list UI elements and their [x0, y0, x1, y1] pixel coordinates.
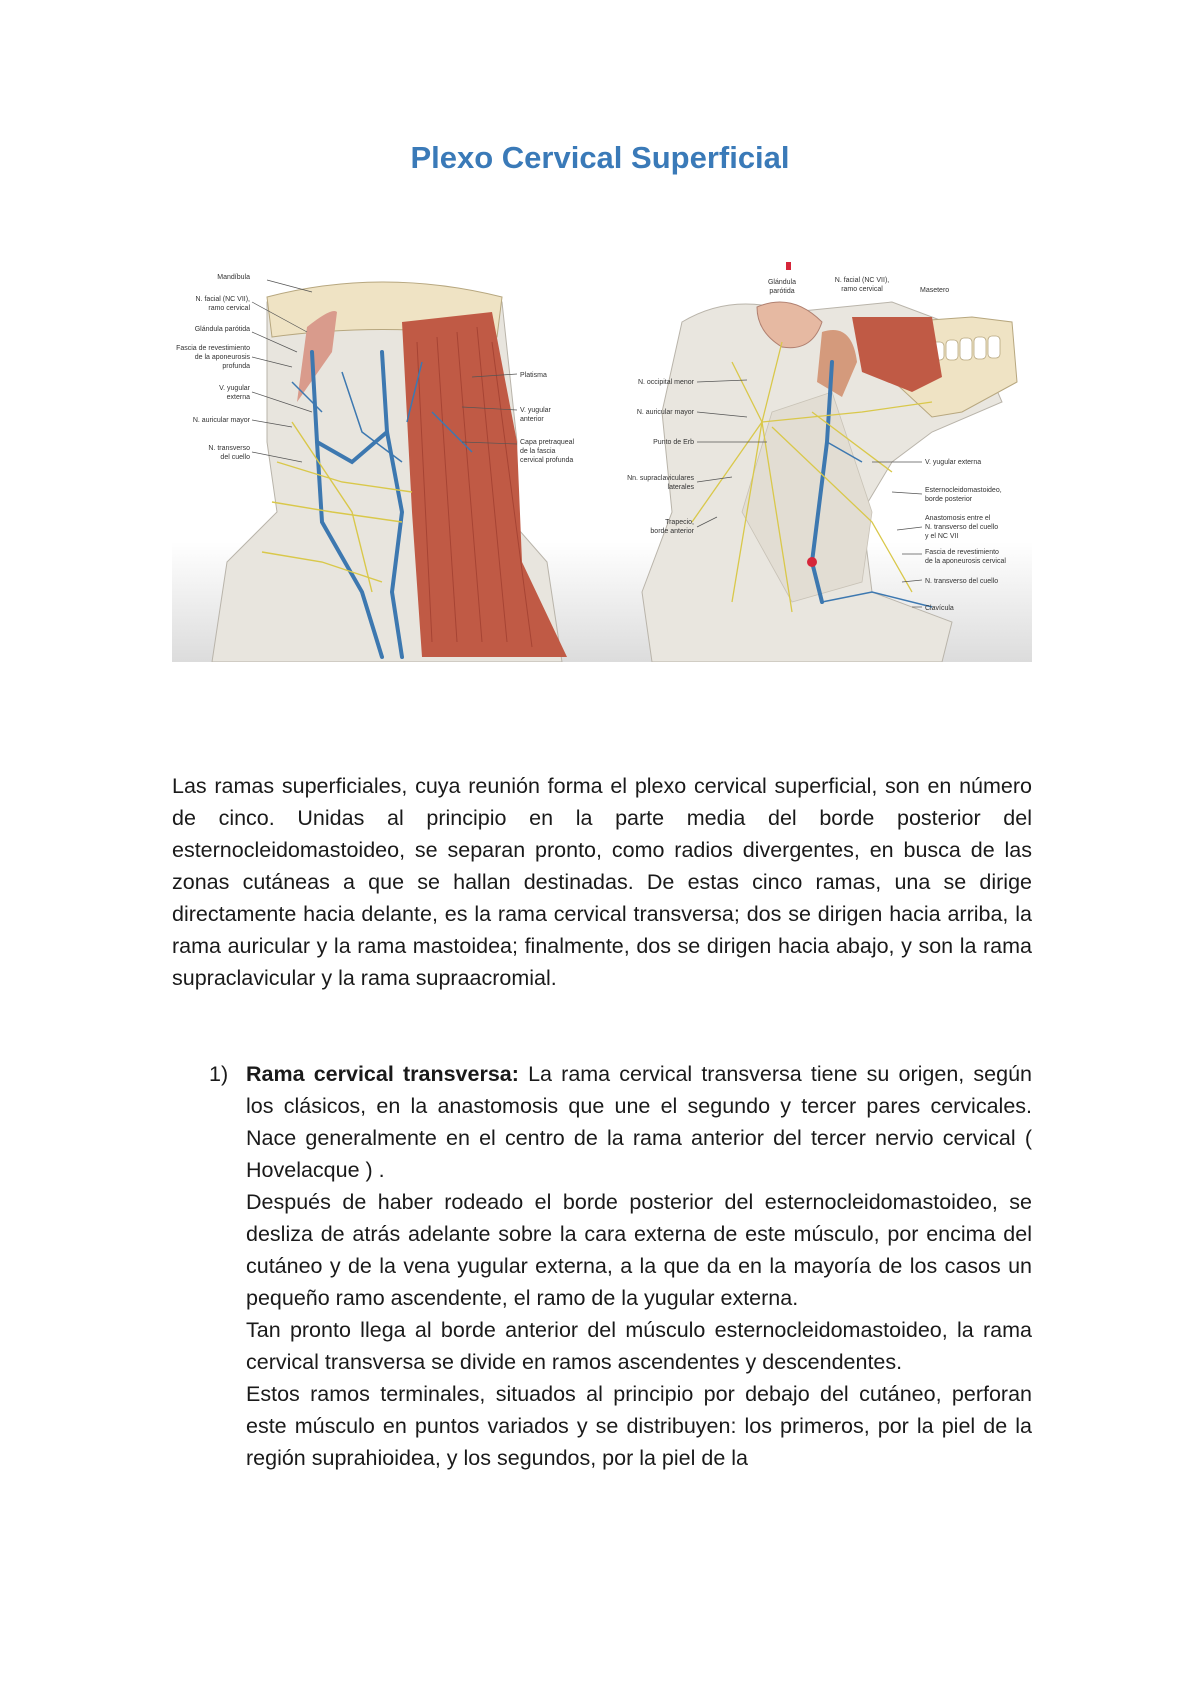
label-r-facial: N. facial (NC VII), — [834, 277, 890, 284]
label-masseter: Masetero — [920, 287, 950, 294]
label-platysma: Platisma — [520, 372, 547, 379]
list-item-paragraph: Tan pronto llega al borde anterior del músculo esternocleidomastoideo, la rama cervical transversa se divide en ramos ascendentes y descendentes. — [246, 1318, 1032, 1374]
anterior-neck-view — [176, 274, 574, 662]
intro-paragraph: Las ramas superficiales, cuya reunión forma el plexo cervical superficial, son en número de cinco. Unidas al principio en la parte media del borde posterior del esternocleidomastoideo, se separan pronto, como radios divergentes, en busca de las zonas cutáneas a que se hallan destinadas. De estas cinco ramas, una se dirige directamente hacia delante, es la rama cervical transversa; dos se dirigen hacia arriba, la rama auricular y la rama mastoidea; finalmente, dos se dirigen hacia abajo, y son la rama supraclavicular y la rama supraacromial. — [172, 774, 1032, 990]
label-supraclavicular-2: laterales — [667, 484, 694, 491]
label-r-parotid-2: parótida — [769, 288, 795, 295]
label-r-fascia-2: de la aponeurosis cervical — [925, 558, 1006, 565]
label-mandibula: Mandíbula — [217, 274, 250, 281]
label-pretracheal-2: de la fascia — [520, 448, 556, 455]
label-clavicle: Clavícula — [925, 605, 954, 612]
list-item-number: 1) — [209, 1062, 229, 1086]
list-item-heading: Rama cervical transversa: — [246, 1062, 519, 1086]
label-fascia: Fascia de revestimiento — [176, 345, 250, 352]
lateral-neck-view — [627, 262, 1017, 662]
label-great-auricular: N. auricular mayor — [192, 417, 250, 424]
label-ext-jugular-2: externa — [226, 394, 250, 401]
label-ext-jugular: V. yugular — [219, 385, 250, 392]
label-pretracheal-3: cervical profunda — [520, 457, 574, 464]
label-r-parotid: Glándula — [767, 279, 797, 286]
label-anastomosis: Anastomosis entre el — [925, 515, 991, 522]
label-scm-2: borde posterior — [925, 496, 973, 503]
label-anastomosis-2: N. transverso del cuello — [925, 524, 999, 531]
label-facial-nerve-2: ramo cervical — [208, 305, 250, 312]
label-r-fascia: Fascia de revestimiento — [925, 549, 999, 556]
label-trapezius: Trapecio, — [665, 519, 694, 526]
label-transverse: N. transverso — [208, 445, 250, 452]
label-scm: Esternocleidomastoideo, — [925, 487, 1002, 494]
label-fascia-3: profunda — [222, 363, 250, 370]
label-r-ext-jugular: V. yugular externa — [925, 459, 982, 466]
list-item-lead — [246, 1058, 1032, 1186]
label-facial-nerve: N. facial (NC VII), — [195, 296, 250, 303]
label-transverse-2: del cuello — [220, 454, 250, 461]
label-ant-jugular: V. yugular — [520, 407, 551, 414]
label-r-transverse: N. transverso del cuello — [925, 578, 999, 585]
label-fascia-2: de la aponeurosis — [194, 354, 250, 361]
label-r-facial-2: ramo cervical — [841, 286, 883, 293]
label-ant-jugular-2: anterior — [520, 416, 544, 423]
list-item-paragraph: Estos ramos terminales, situados al principio por debajo del cutáneo, perforan este músculo en puntos variados y se distribuyen: los primeros, por la piel de la región suprahioidea, y los segundos, por la piel de la — [246, 1382, 1032, 1470]
list-item — [172, 1058, 1032, 1474]
page-title: Plexo Cervical Superficial — [410, 140, 790, 175]
label-trapezius-2: borde anterior — [650, 528, 694, 535]
anatomy-figure — [172, 262, 1032, 662]
list-item-lead-text: La rama cervical transversa tiene su origen, según los clásicos, en la anastomosis que une el segundo y tercer pares cervicales. Nace generalmente en el centro de la rama anterior del tercer nervio cervical ( Hovelacque ) . — [246, 1062, 1032, 1182]
label-parotid: Glándula parótida — [194, 326, 250, 333]
label-pretracheal: Capa pretraqueal — [520, 439, 575, 446]
numbered-list — [172, 1058, 1032, 1474]
label-lesser-occipital: N. occipital menor — [637, 379, 694, 386]
label-r-great-auricular: N. auricular mayor — [636, 409, 694, 416]
label-anastomosis-3: y el NC VII — [925, 533, 959, 540]
anatomy-illustration — [172, 262, 1032, 662]
list-item-paragraph: Después de haber rodeado el borde posterior del esternocleidomastoideo, se desliza de atrás adelante sobre la cara externa de este músculo, por encima del cutáneo y de la vena yugular externa, a la que da en la mayoría de los casos un pequeño ramo ascendente, el ramo de la yugular externa. — [246, 1190, 1032, 1310]
label-erb-point: Punto de Erb — [653, 439, 694, 446]
label-supraclavicular: Nn. supraclaviculares — [627, 475, 694, 482]
